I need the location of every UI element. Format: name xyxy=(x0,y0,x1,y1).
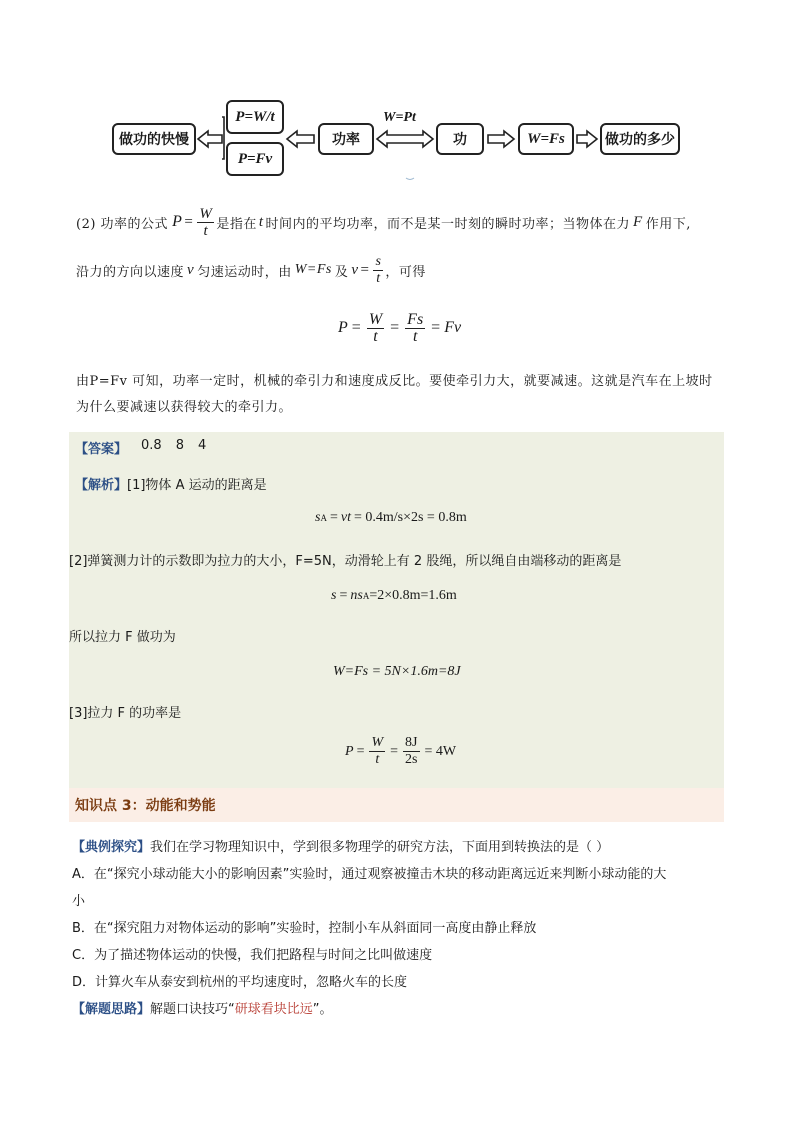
section-header-panel xyxy=(69,788,724,822)
tip-highlight: 研球看块比远 xyxy=(234,1002,313,1017)
analysis-step4: [3]拉力 F 的功率是 xyxy=(69,706,182,721)
formula-paragraph-line2: 沿力的方向以速度 v 匀速运动时，由 W=Fs 及 v = $\frac{s}{t}$ ，可得 xyxy=(76,253,426,286)
fraction-w-over-t: $\frac{W}{t}$ xyxy=(199,205,213,239)
option-c: C．为了描述物体运动的快慢，我们把路程与时间之比叫做速度 xyxy=(72,948,433,963)
option-d: D．计算火车从泰安到杭州的平均速度时，忽略火车的长度 xyxy=(72,975,408,990)
conclusion-line2: 为什么要减速以获得较大的牵引力。 xyxy=(76,400,293,415)
section-title: 知识点 3：动能和势能 xyxy=(75,798,216,814)
answer-row xyxy=(75,438,206,457)
solution-tip xyxy=(72,998,333,1017)
answer-value: 4 xyxy=(197,438,207,453)
box-power: 功率 xyxy=(318,123,374,155)
option-a-line1: A．在“探究小球动能大小的影响因素”实验时，通过观察被撞击木块的移动距离远近来判断小球动能的大 xyxy=(72,867,667,882)
hollow-arrow-right-icon xyxy=(577,131,597,147)
text-segment: 时间内的平均功率，而不是某一时刻的瞬时功率；当物体在力 xyxy=(265,216,631,232)
box-w-equals-fs: W=Fs xyxy=(518,123,574,155)
analysis-step1 xyxy=(75,474,267,493)
box-work: 功 xyxy=(436,123,484,155)
double-arrow-icon xyxy=(377,131,433,147)
example-label: 【典例探究】 xyxy=(72,840,151,855)
text-segment: 沿力的方向以速度 xyxy=(76,264,185,280)
equation-work: W=Fs = 5N×1.6m=8J xyxy=(333,664,461,679)
tip-text: 解题口诀技巧“ xyxy=(150,1002,235,1017)
box-amount-of-work: 做功的多少 xyxy=(600,123,680,155)
tip-end: ”。 xyxy=(312,1002,333,1017)
option-a-line2: 小 xyxy=(72,894,86,909)
tip-label: 【解题思路】 xyxy=(72,1002,151,1017)
equation-power: P = $\frac{W}{t}$ = $\frac{8J}{2s}$ = 4W xyxy=(345,735,457,767)
question-text: 我们在学习物理知识中，学到很多物理学的研究方法，下面用到转换法的是（ ） xyxy=(150,840,610,855)
box-p-equals-fv: P=Fv xyxy=(226,142,284,176)
analysis-step2: [2]弹簧测力计的示数即为拉力的大小，F=5N，动滑轮上有 2 股绳，所以绳自由端移动的距离是 xyxy=(69,554,622,569)
equation-distance-a: s A = vt = 0.4m/s×2s = 0.8m xyxy=(315,510,467,525)
analysis-label: 【解析】 xyxy=(75,478,128,493)
diagram-arrows xyxy=(0,0,794,200)
text-segment: 是指在 xyxy=(216,216,257,232)
arrow-label-w-equals-pt: W=Pt xyxy=(383,110,416,125)
answer-value: 8 xyxy=(175,438,184,453)
analysis-text: [1]物体 A 运动的距离是 xyxy=(127,478,267,493)
answer-value: 0.8 xyxy=(141,438,162,453)
text-segment: (2) 功率的公式 xyxy=(76,216,169,232)
hollow-arrow-left-icon xyxy=(198,131,222,147)
answer-label: 【答案】 xyxy=(75,442,128,457)
equation-p-w-t-fs-t-fv: P = $\frac{W}{t}$ = $\frac{Fs}{t}$ = Fv xyxy=(338,310,462,345)
box-p-equals-w-over-t: P=W/t xyxy=(226,100,284,134)
text-segment: ，可得 xyxy=(385,264,426,280)
hollow-arrow-right-icon xyxy=(488,131,514,147)
analysis-step3: 所以拉力 F 做功为 xyxy=(69,630,176,645)
text-segment: 匀速运动时，由 xyxy=(197,264,292,280)
fraction-s-over-t: $\frac{s}{t}$ xyxy=(375,253,382,286)
box-speed-of-work: 做功的快慢 xyxy=(112,123,196,155)
formula-paragraph-line1: (2) 功率的公式 P = $\frac{W}{t}$ 是指在 t 时间内的平均功率，而不是某一时刻的瞬时功率；当物体在力 F 作用下, xyxy=(76,205,691,239)
text-segment: 作用下, xyxy=(645,216,691,232)
example-question xyxy=(72,836,609,855)
answer-panel xyxy=(69,432,724,788)
equation-rope-distance: s = ns A =2×0.8m=1.6m xyxy=(331,588,457,603)
option-b: B．在“探究阻力对物体运动的影响”实验时，控制小车从斜面同一高度由静止释放 xyxy=(72,921,537,936)
hollow-arrow-left-icon xyxy=(287,131,314,147)
text-segment: 及 xyxy=(334,264,349,280)
conclusion-line1: 由P=Fv 可知，功率一定时，机械的牵引力和速度成反比。要使牵引力大，就要减速。这就是汽车在上坡时 xyxy=(76,374,713,389)
